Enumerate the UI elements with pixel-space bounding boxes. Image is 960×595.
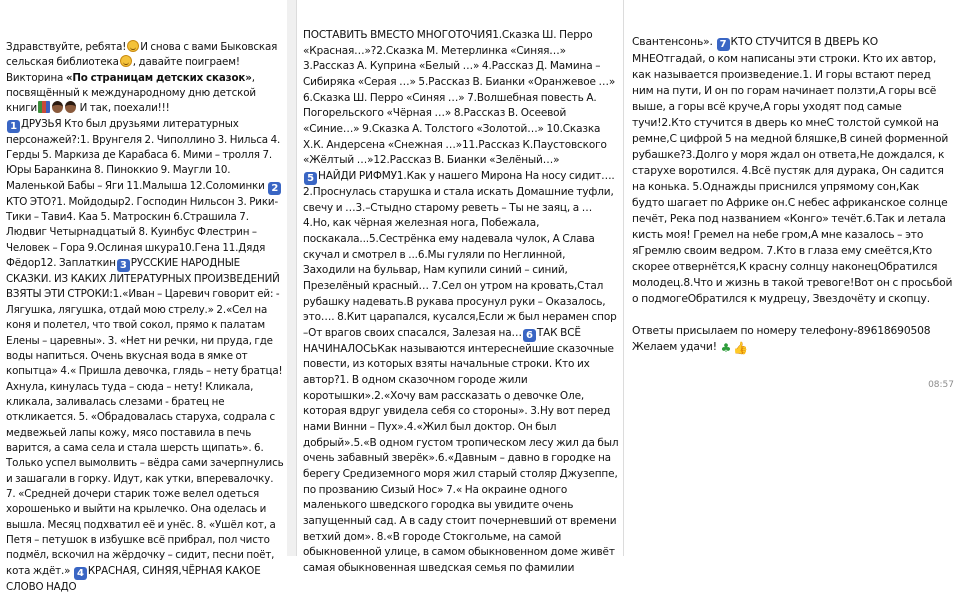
smile-icon [127, 40, 139, 52]
quiz-title: «По страницам детских сказок» [65, 71, 252, 84]
post-text-3 [632, 34, 954, 355]
number-badge-icon: 4 [74, 567, 87, 580]
thumbs-up-icon: 👍 [733, 341, 749, 355]
number-badge-icon: 5 [304, 172, 317, 185]
answers-phone: Ответы присылаем по номеру телефону-89618690508 [632, 324, 931, 337]
kids-icon [65, 101, 76, 113]
section-beginnings: ТАК ВСЁ НАЧИНАЛОСЬКак называются интереснейшие сказочные повести, из которых взяты начальные строки. Кто их автор?1. В одном сказочном городе жили коротышки».2.«Хочу вам рассказать о девочке Оле, которая вдруг увидела себя со стороны». 3.Ну вот перед нами Винни – Пух».4.«Жил был доктор. Он был добрый».5.«В одном густом тропическом лесу жил да был очень забавный зверёк».6.«Давным – давно в городке на берегу Средиземного моря жил старый столяр Джузеппе, по прозванию Сизый Нос» 7.« На окраине одного маленького шведского городка вы увидите очень запущенный сад. А в саду стоит почерневший от времени ветхий дом». 8.«В городе Стокгольме, на самой обыкновенной улице, в самом обыкновенном доме живёт самая обыкновенная шведская семья по фамилии [303, 326, 619, 574]
post-text-1 [6, 40, 284, 595]
message-timestamp: 08:57 [928, 380, 954, 390]
number-badge-icon: 3 [117, 259, 130, 272]
section-colors: КРАСНАЯ, СИНЯЯ,ЧЁРНАЯ КАКОЕ СЛОВО НАДО [6, 564, 261, 593]
intro-text-2: , давайте поиграем! Викторина [6, 56, 240, 84]
greeting: Здравствуйте, ребята! [6, 41, 127, 53]
number-badge-icon: 2 [268, 182, 281, 195]
section-friends: ДРУЗЬЯ Кто был друзьями литературных персонажей?:1. Врунгеля 2. Чиполлино 3. Нильса 4. Герды 5. Маркиза де Карабаса 6. Мими – тролля 7. Юры Баранкина 8. Пиноккио 9. Маугли 10. Маленькой Бабы – Яги 11.Малыша 12.Соломинки [6, 117, 281, 192]
post-part-3 [626, 0, 960, 556]
column-gutter [287, 0, 296, 556]
number-badge-icon: 1 [7, 120, 20, 133]
post-part-1 [0, 0, 287, 593]
smile-icon [120, 55, 132, 67]
good-luck-text: Желаем удачи! [632, 340, 717, 353]
section-knock: КТО СТУЧИТСЯ В ДВЕРЬ КО МНЕОтгадай, о ком написаны эти строки. Кто их автор, как называется произведение.1. И горы встают перед ним на пути, И он по горам начинает ползти,А горы всё выше, а горы всё круче,А горы уходят под самые тучи!2.Кто стучится в дверь ко мнеС толстой сумкой на ремне,С цифрой 5 на медной бляшке,В синей форменной рубашке?3.Долго у моря ждал он ответа,Не дождался, к старухе воротился. 4.Всё пустяк для дурака, Он садится на конька. 5.Однажды приснился упрямому сон,Как будто шагает по Африке он.С небес африканское солнце печёт, Река под названием «Конго» течёт.6.Так и летала кисть моя! Гремел на небе гром,А мне казалось – это яГремлю своим ведром. 7.Кто в глаза ему смеётся,Кто скорее отвернётся,К красну солнцу наконецОбратился молодец.8.Что и жизнь в такой тревоге!Вот он с просьбой о подмогеОбратился к мудрецу, Звездочёту и скопцу. [632, 35, 953, 305]
post-text-2 [303, 28, 619, 577]
intro-text-3: , посвящённый к международному дню детской книги [6, 71, 256, 115]
section-rhyme: НАЙДИ РИФМУ1.Как у нашего Мирона На носу сидит…. 2.Проснулась старушка и стала искать Домашние туфли, свечу и …3.–Стыдно старому реветь – Ты не заяц, а … 4.Но, как чёрная железная нога, Побежала, поскакала...5.Сестрёнка ему надевала чулок, А Слава скучал и смотрел в ...6.Мы гуляли по Неглинной, Заходили на бульвар, Нам купили синий – синий, Презелёный красный… 7.Сел он утром на кровать,Стал рубашку надевать.В рукава просунул руки – Оказалось, это…. 8.Кит царапался, кусался,Если ж был нерамен спор –От врагов своих спасался, Залезая на… [303, 169, 617, 339]
number-badge-icon: 6 [523, 329, 536, 342]
books-icon [38, 101, 50, 113]
section-beginnings-end: Свантенсонь». [632, 35, 716, 48]
intro-text: И снова с вами Быковская сельская библиотека [6, 41, 278, 69]
section-who-is-it: КТО ЭТО?1. Мойдодыр2. Господин Нильсон 3. Рики- Тики – Тави4. Каа 5. Матроскин 6.Страшила 7. Людвиг Четырнадцатый 8. Куинбус Флестрин – Человек – Гора 9.Ослиная шкура10.Гена 11.Дядя Фёдор12. Заплаткин [6, 195, 279, 270]
post-part-2 [296, 0, 624, 574]
clover-icon: ♣ [720, 341, 732, 355]
section-colors-continued: ПОСТАВИТЬ ВМЕСТО МНОГОТОЧИЯ1.Сказка Ш. Перро «Красная…»?2.Сказка М. Метерлинка «Синяя…» 3.Рассказ А. Куприна «Белый …» 4.Рассказ Д. Мамина – Сибиряка «Серая …» 5.Рассказ В. Бианки «Оранжевое …» 6.Сказка Ш. Перро «Синяя …» 7.Волшебная повесть А. Погорельского «Чёрная …» 8.Рассказ В. Осеевой «Синие…» 9.Сказка А. Толстого «Золотой…» 10.Сказка Х.К. Андерсена «Снежная …»11.Рассказ К.Паустовского «Жёлтый …»12.Рассказ В. Бианки «Зелёный…» [303, 29, 616, 167]
good-luck-line [632, 339, 954, 355]
number-badge-icon: 7 [717, 38, 730, 51]
intro-text-4: И так, поехали!!! [79, 102, 170, 115]
section-folk-tales: РУССКИЕ НАРОДНЫЕ СКАЗКИ. ИЗ КАКИХ ЛИТЕРАТУРНЫХ ПРОИЗВЕДЕНИЙ ВЗЯТЫ ЭТИ СТРОКИ:1.«Иван – Царевич говорит ей: - Лягушка, лягушка, отдай мою стрелу.» 2.«Сел на коня и полетел, что твой сокол, прямо к палатам Елены – царевны». 3. «Нет ни речки, ни пруда, где воды напиться. Очень вкусная вода в ямке от копытца» 4.« Пришла девочка, глядь – нету братца! Ахнула, кинулась туда – сюда – нету! Кликала, кликала, заливалась слезами - братец не откликается. 5. «Обрадовалась старуха, содрала с медвежьей лапы кожу, мясо поставила в печь варится, а сама села и стала шерсть щипать». 6. Только успел вымолвить – вёдра сами зачерпнулись и зашагали в горку. Идут, как утки, вперевалочку. 7. «Средней дочери старик тоже велел одеться хорошенько и выйти на крылечко. Она оделась и вышла. Месяц подхватил её и унёс. 8. «Ушёл кот, а Петя – петушок в избушке всё прибрал, пол чисто подмёл, вскочил на жёрдочку – сидит, песни поёт, кота ждёт.» [6, 257, 284, 577]
kids-icon [52, 101, 63, 113]
